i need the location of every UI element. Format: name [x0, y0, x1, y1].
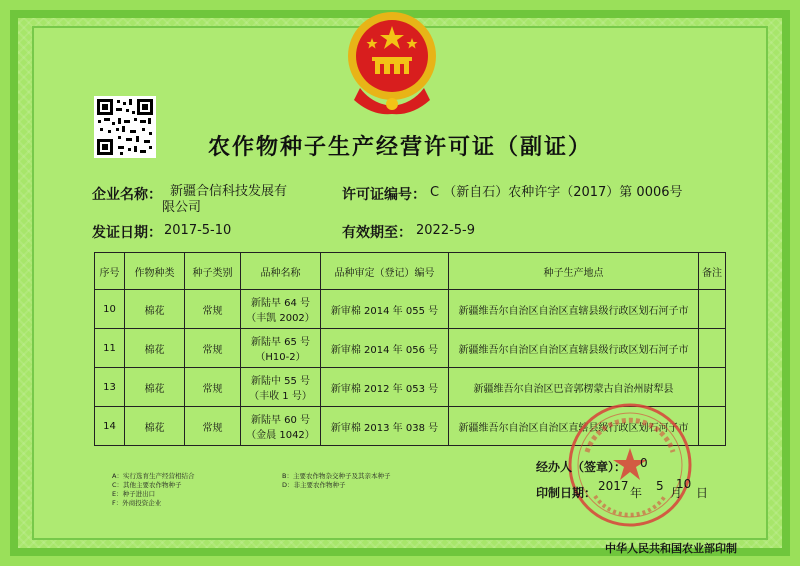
header-remarks: 备注 [699, 253, 726, 290]
header-variety: 品种名称 [241, 253, 321, 290]
cell-crop: 棉花 [125, 407, 185, 446]
cell-place: 新疆维吾尔自治区自治区直辖县级行政区划石河子市 [449, 329, 699, 368]
cell-note [699, 290, 726, 329]
cell-type: 常规 [185, 407, 241, 446]
cell-place: 新疆维吾尔自治区自治区直辖县级行政区划石河子市 [449, 407, 699, 446]
cell-note [699, 407, 726, 446]
header-seed-type: 种子类别 [185, 253, 241, 290]
cell-registration: 新审棉 2012 年 053 号 [321, 368, 449, 407]
cell-no: 13 [95, 368, 125, 407]
legend-notes [112, 472, 492, 508]
note-b: B：主要农作物杂交种子及其亲本种子 [282, 472, 391, 480]
company-name-line1: 新疆合信科技发展有 [170, 184, 288, 199]
print-date-year: 2017 [598, 479, 629, 493]
variety-alias: （丰收 1 号） [249, 391, 312, 402]
cell-crop: 棉花 [125, 368, 185, 407]
variety-alias: （H10-2） [255, 352, 306, 363]
cell-variety [241, 290, 321, 329]
valid-until-value: 2022-5-9 [416, 223, 476, 238]
variety-name: 新陆早 64 号 [250, 298, 311, 309]
cell-registration: 新审棉 2014 年 056 号 [321, 329, 449, 368]
cell-no: 10 [95, 290, 125, 329]
print-date-month: 5 [656, 479, 664, 493]
table-row [95, 329, 726, 368]
print-date-label: 印制日期： [536, 486, 597, 500]
variety-name: 新陆中 55 号 [250, 376, 311, 387]
note-e: E：种子进出口 [112, 490, 156, 498]
table-header-row [95, 253, 726, 290]
cell-crop: 棉花 [125, 329, 185, 368]
header-crop: 作物种类 [125, 253, 185, 290]
cell-type: 常规 [185, 368, 241, 407]
table-row [95, 290, 726, 329]
cell-place: 新疆维吾尔自治区巴音郭楞蒙古自治州尉犁县 [449, 368, 699, 407]
note-d: D：非主要农作物种子 [282, 481, 346, 489]
cell-variety [241, 407, 321, 446]
cell-variety [241, 329, 321, 368]
print-date-day-unit: 日 [696, 486, 709, 500]
cell-no: 11 [95, 329, 125, 368]
issue-date-label: 发证日期： [92, 225, 162, 241]
company-name-line2: 限公司 [162, 200, 202, 215]
cell-type: 常规 [185, 329, 241, 368]
cell-note [699, 368, 726, 407]
license-number-value: C （新自石）农种许字（2017）第 0006号 [430, 185, 683, 200]
variety-name: 新陆早 60 号 [250, 415, 311, 426]
note-a: A：实行选育生产经营相结合 [112, 472, 195, 480]
company-label: 企业名称： [92, 187, 162, 203]
cell-crop: 棉花 [125, 290, 185, 329]
license-number-label: 许可证编号： [342, 187, 426, 203]
valid-until-label: 有效期至： [342, 225, 412, 241]
document-title: 农作物种子生产经营许可证（副证） [207, 134, 592, 160]
print-date-month-unit: 月 [670, 486, 683, 500]
print-date-year-unit: 年 [630, 486, 643, 500]
print-date-day: 10 [676, 477, 692, 491]
national-emblem-icon [342, 8, 442, 116]
cell-registration: 新审棉 2013 年 038 号 [321, 407, 449, 446]
variety-alias: （丰凯 2002） [246, 313, 315, 324]
cell-no: 14 [95, 407, 125, 446]
header-no: 序号 [95, 253, 125, 290]
cell-place: 新疆维吾尔自治区自治区直辖县级行政区划石河子市 [449, 290, 699, 329]
variety-name: 新陆早 65 号 [250, 337, 311, 348]
issue-date-value: 2017-5-10 [164, 223, 232, 238]
note-c: C：其他主要农作物种子 [112, 481, 182, 489]
cell-type: 常规 [185, 290, 241, 329]
cell-note [699, 329, 726, 368]
header-production-site: 种子生产地点 [449, 253, 699, 290]
note-f: F：外商投资企业 [112, 499, 162, 507]
variety-alias: （金晨 1042） [246, 430, 315, 441]
cell-registration: 新审棉 2014 年 055 号 [321, 290, 449, 329]
issuer-footer: 中华人民共和国农业部印制 [605, 542, 737, 555]
handler-signature: 0 [640, 456, 648, 470]
header-registration: 品种审定（登记）编号 [321, 253, 449, 290]
cell-variety [241, 368, 321, 407]
handler-label: 经办人（签章）： [536, 460, 627, 474]
